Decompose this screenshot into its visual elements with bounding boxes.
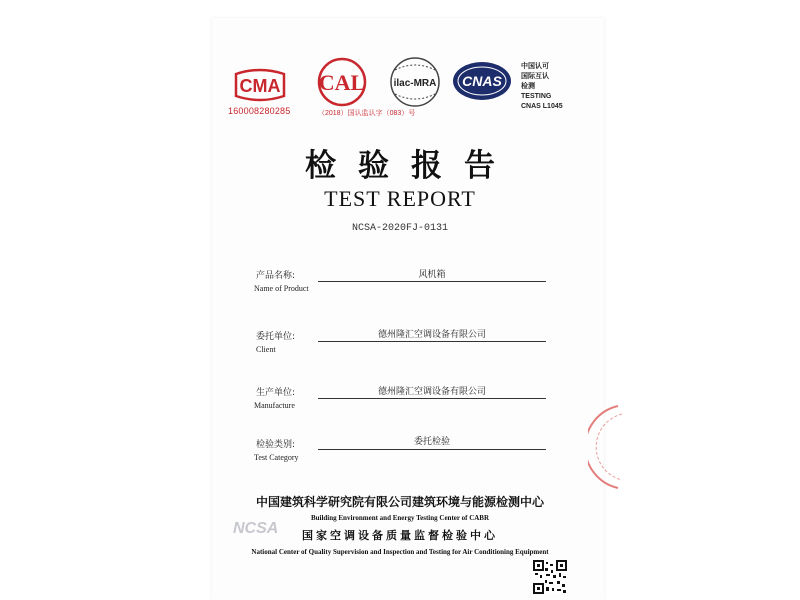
manufacturer-label-en: Manufacture [254, 401, 295, 410]
manufacturer-value: 德州隆汇空调设备有限公司 [377, 387, 486, 397]
ilac-logo-text: ilac-MRA [393, 78, 437, 89]
cma-logo [230, 68, 290, 102]
report-number: NCSA-2020FJ-0131 [351, 223, 448, 234]
test-category-underline [318, 449, 546, 450]
manufacturer-label-cn: 生产单位: [256, 388, 296, 398]
test-category-label-cn: 检验类别: [256, 440, 296, 450]
qr-code [533, 560, 567, 594]
client-label-en: Client [256, 345, 276, 354]
cma-code: 160008280285 [228, 106, 291, 116]
report-title-en: TEST REPORT [324, 186, 476, 211]
cal-logo [316, 56, 368, 108]
client-value: 德州隆汇空调设备有限公司 [377, 330, 486, 340]
product-name-label-en: Name of Product [254, 284, 309, 293]
cnas-line: CNAS L1045 [521, 103, 563, 110]
manufacturer-underline [318, 398, 546, 399]
cma-logo-text: CMA [239, 76, 281, 96]
product-name-value: 风机箱 [418, 270, 446, 280]
client-label-cn: 委托单位: [256, 332, 296, 342]
national-center-en: National Center of Quality Supervision and Inspection and Testing for Air Conditioning Equipment [251, 548, 549, 556]
red-seal-stamp [588, 404, 628, 490]
test-category-label-en: Test Category [254, 453, 299, 462]
report-title-cn: 检验报告 [305, 148, 517, 184]
cal-logo-text: CAL [318, 70, 366, 95]
test-category-value: 委托检验 [413, 437, 450, 447]
ncsa-watermark: NCSA [233, 520, 279, 537]
product-name-label-cn: 产品名称: [256, 271, 296, 281]
product-name-underline [318, 281, 546, 282]
cal-code: （2018）国认监认字（083）号 [318, 110, 416, 117]
cnas-accreditation-text [521, 62, 563, 112]
cnas-line: 国际互认 [521, 73, 549, 80]
national-center-cn: 国家空调设备质量监督检验中心 [302, 529, 498, 542]
issuing-org-cn: 中国建筑科学研究院有限公司建筑环境与能源检测中心 [255, 495, 544, 509]
cnas-logo [451, 60, 513, 102]
ilac-mra-logo [387, 56, 443, 108]
client-underline [318, 341, 546, 342]
cnas-line: TESTING [521, 93, 552, 100]
cnas-line: 中国认可 [521, 63, 549, 70]
cnas-logo-text: CNAS [462, 73, 502, 89]
cnas-line: 检测 [521, 83, 535, 90]
issuing-org-en: Building Environment and Energy Testing Center of CABR [310, 514, 490, 522]
